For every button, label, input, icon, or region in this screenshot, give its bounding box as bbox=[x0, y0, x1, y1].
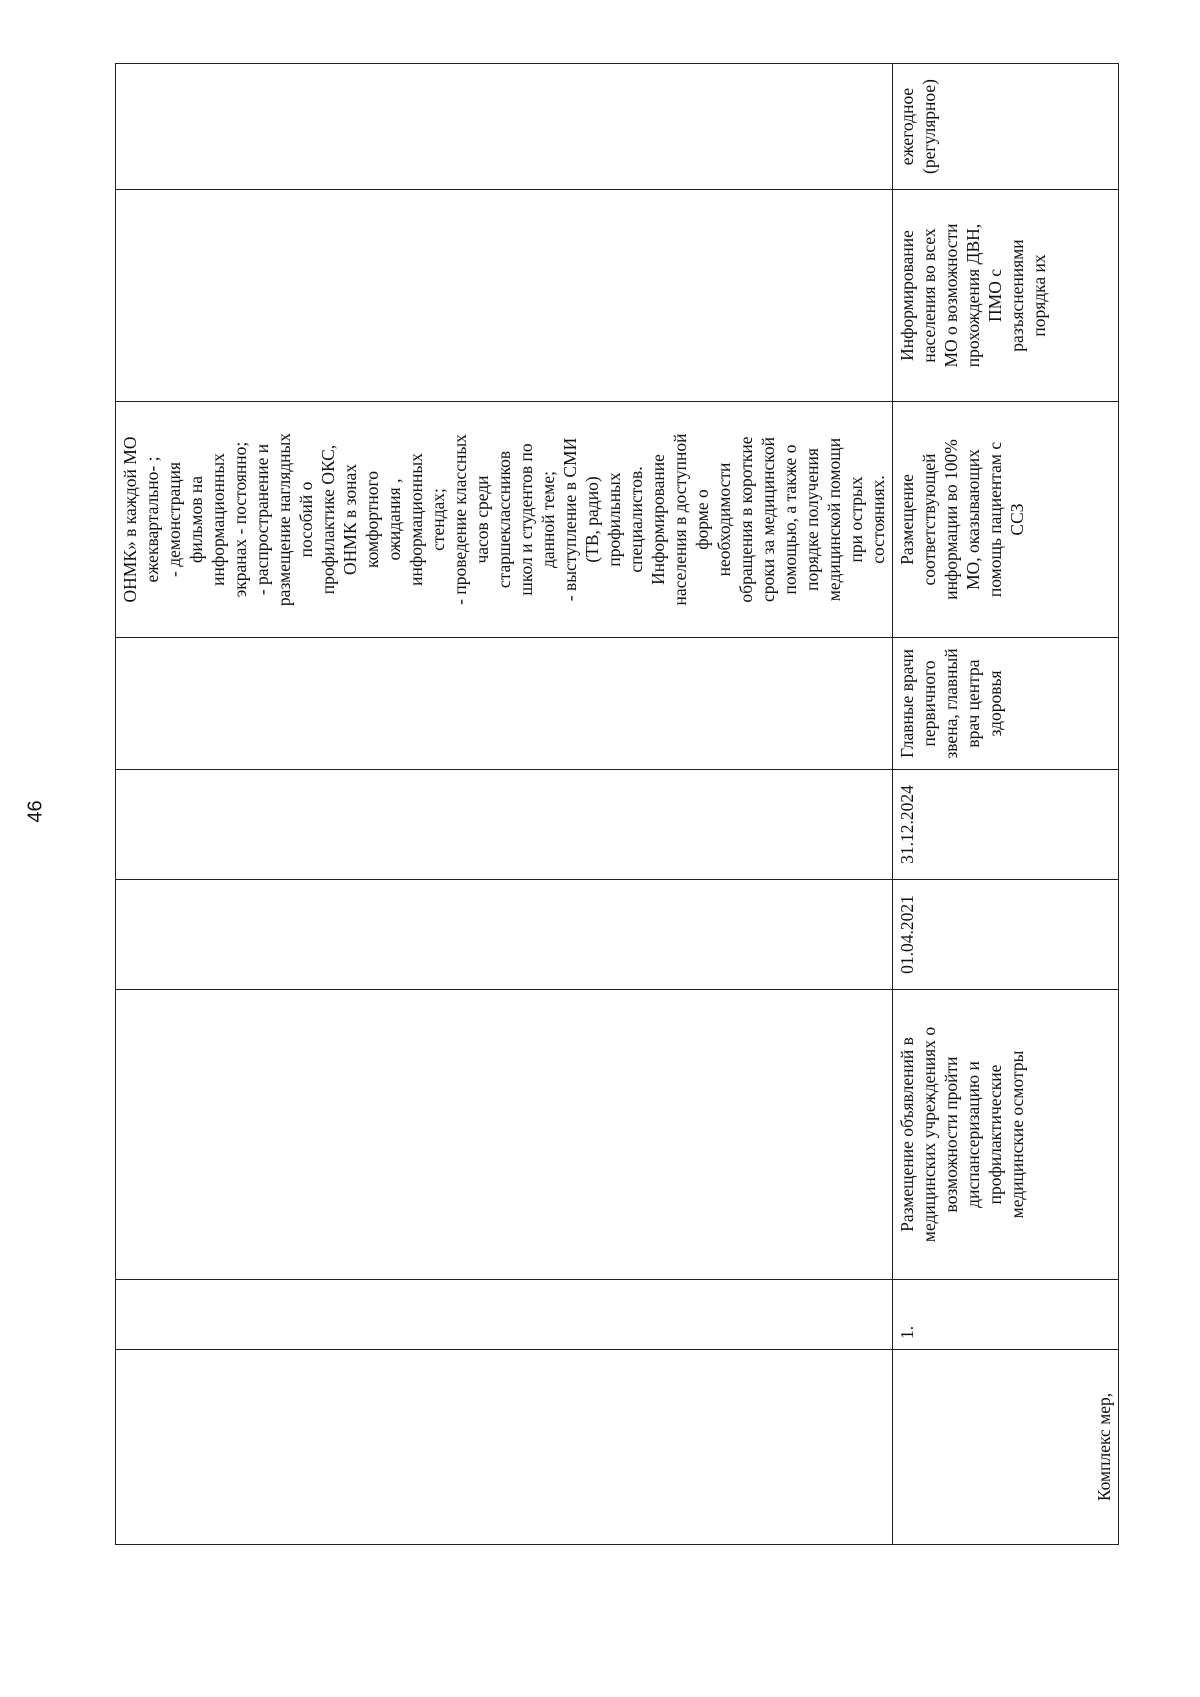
result-line: населения во всех bbox=[919, 228, 939, 363]
result-line: прохождения ДВН, bbox=[963, 223, 983, 368]
activity-line: населения в доступной bbox=[670, 433, 690, 606]
cell-number-empty bbox=[116, 1280, 893, 1350]
cell-start-empty bbox=[116, 880, 893, 990]
result-line: Информирование bbox=[897, 230, 917, 361]
activity-line: Размещение bbox=[897, 474, 917, 565]
responsible-line: Главные врачи bbox=[897, 648, 917, 759]
event-line: диспансеризацию и bbox=[963, 1061, 983, 1208]
periodicity-line: ежегодное bbox=[897, 87, 917, 166]
activity-line: ожидания , bbox=[384, 478, 404, 561]
responsible-line: звена, главный bbox=[941, 648, 961, 759]
activity-line: стендах; bbox=[428, 488, 448, 551]
responsible-line: первичного bbox=[919, 660, 939, 747]
result-line: разъяснениями bbox=[1007, 239, 1027, 352]
cell-periodicity-empty bbox=[116, 64, 893, 190]
activity-line: (ТВ, радио) bbox=[582, 476, 602, 563]
responsible-line: врач центра bbox=[963, 659, 983, 748]
activity-line: ССЗ bbox=[1007, 503, 1027, 536]
cell-number bbox=[893, 1280, 1119, 1350]
responsible-line: здоровья bbox=[985, 670, 1005, 737]
activity-line: - распространение и bbox=[252, 443, 272, 596]
activity-line: Информирование bbox=[648, 454, 668, 585]
cell-end-empty bbox=[116, 770, 893, 880]
activity-line: ОНМК в зонах bbox=[340, 464, 360, 575]
table-row-continuation bbox=[116, 64, 893, 1545]
activity-line: помощь пациентам с bbox=[985, 441, 1005, 598]
result-line: ПМО с bbox=[985, 269, 1005, 322]
activity-line: необходимости bbox=[714, 462, 734, 577]
activity-line: состояниях. bbox=[868, 475, 888, 564]
activity-line: форме о bbox=[692, 489, 712, 550]
activity-line: соответствующей bbox=[919, 453, 939, 586]
rotated-table-wrapper bbox=[115, 64, 1114, 1545]
activity-line: экранах - постоянно; bbox=[230, 441, 250, 598]
event-line: профилактические bbox=[985, 1064, 1005, 1205]
activity-line: обращения в короткие bbox=[736, 436, 756, 603]
activity-line: комфортного bbox=[362, 471, 382, 568]
activity-line: ОНМК» в каждой МО bbox=[120, 436, 140, 603]
activity-line: - проведение классных bbox=[450, 434, 470, 605]
page-number: 46 bbox=[24, 800, 47, 823]
activity-line: медицинской помощи bbox=[824, 437, 844, 602]
activity-line: - выступление в СМИ bbox=[560, 437, 580, 602]
measures-table bbox=[115, 63, 1119, 1545]
cell-result-empty bbox=[116, 190, 893, 402]
activity-line: фильмов на bbox=[186, 476, 206, 564]
activity-line: школ и студентов по bbox=[516, 443, 536, 596]
cell-start-date bbox=[893, 880, 1119, 990]
cell-responsible-empty bbox=[116, 638, 893, 770]
activity-line: МО, оказывающих bbox=[963, 449, 983, 590]
start-date: 01.04.2021 bbox=[897, 895, 917, 974]
activity-line: порядке получения bbox=[802, 448, 822, 591]
activity-line: сроки за медицинской bbox=[758, 436, 778, 603]
cell-event-empty bbox=[116, 990, 893, 1280]
cell-result bbox=[893, 190, 1119, 402]
activity-line: пособий о bbox=[296, 481, 316, 558]
activity-line: при острых bbox=[846, 476, 866, 563]
activity-line: часов среди bbox=[472, 475, 492, 564]
event-line: Размещение объявлений в bbox=[897, 1037, 917, 1232]
activity-line: ежеквартально- ; bbox=[142, 456, 162, 583]
activity-line: информации во 100% bbox=[941, 439, 961, 600]
activity-line: информационных bbox=[208, 453, 228, 586]
cell-event bbox=[893, 990, 1119, 1280]
section-label: Комплекс мер, bbox=[1094, 1392, 1114, 1502]
item-number: 1. bbox=[897, 1325, 917, 1339]
cell-section-empty bbox=[116, 1350, 893, 1545]
cell-activity bbox=[893, 402, 1119, 638]
activity-line: данной теме; bbox=[538, 471, 558, 569]
cell-section-label bbox=[893, 1350, 1119, 1545]
activity-line: профилактике ОКС, bbox=[318, 444, 338, 595]
end-date: 31.12.2024 bbox=[897, 785, 917, 864]
activity-line: - демонстрация bbox=[164, 462, 184, 577]
event-line: медицинских учреждениях о bbox=[919, 1026, 939, 1243]
result-line: порядка их bbox=[1029, 254, 1049, 337]
periodicity-line: (регулярное) bbox=[919, 79, 939, 174]
event-line: медицинские осмотры bbox=[1007, 1050, 1027, 1219]
activity-line: информационных bbox=[406, 453, 426, 586]
result-line: МО о возможности bbox=[941, 223, 961, 368]
cell-activity-continuation bbox=[116, 402, 893, 638]
activity-line: помощью, а также о bbox=[780, 444, 800, 595]
activity-line: размещение наглядных bbox=[274, 432, 294, 607]
event-line: возможности пройти bbox=[941, 1056, 961, 1213]
activity-line: профильных bbox=[604, 472, 624, 567]
cell-end-date bbox=[893, 770, 1119, 880]
activity-line: специалистов. bbox=[626, 466, 646, 573]
activity-line: старшеклассников bbox=[494, 450, 514, 589]
cell-responsible bbox=[893, 638, 1119, 770]
cell-periodicity bbox=[893, 64, 1119, 190]
table-row-item-1 bbox=[893, 64, 1119, 1545]
